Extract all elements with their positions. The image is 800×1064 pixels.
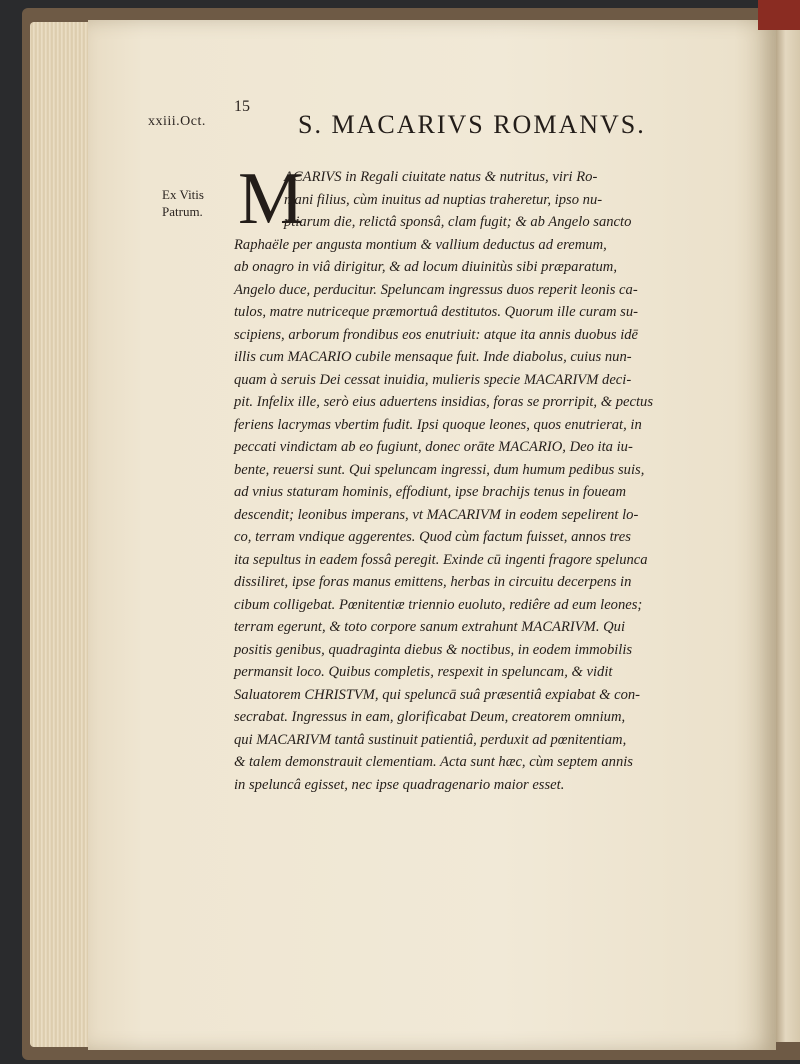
text-line: ab onagro in viâ dirigitur, & ad locum diuinitùs sibi præparatum, [234, 259, 617, 275]
text-line: qui MACARIVM tantâ sustinuit patientiâ, perduxit ad pœnitentiam, [234, 731, 627, 748]
text-line: secrabat. Ingressus in eam, glorificabat Deum, creatorem omnium, [234, 709, 626, 725]
text-line: positis genibus, quadraginta diebus & noctibus, in eodem immobilis [234, 641, 633, 658]
text-line: terram egerunt, & toto corpore sanum extrahunt MACARIVM. Qui [234, 619, 626, 635]
ribbon-marker [758, 0, 800, 30]
text-line: ptiarum die, relictâ sponsâ, clam fugit; & ab Angelo sancto [284, 214, 632, 230]
page-title: S. MACARIVS ROMANVS. [298, 110, 646, 139]
text-line: dissiliret, ipse foras manus emittens, herbas in circuitu decerpens in [234, 574, 632, 590]
body-text [234, 166, 734, 796]
text-line: co, terram vndique aggerentes. Quod cùm factum fuisset, annos tres [234, 529, 631, 545]
page-number: 15 [234, 98, 250, 115]
text-line: ad vnius staturam hominis, effodiunt, ipse brachijs tenus in foueam [234, 484, 626, 500]
text-line: quam à seruis Dei cessat inuidia, mulieris specie MACARIVM deci- [234, 371, 632, 388]
text-line: permansit loco. Quibus completis, respexit in speluncam, & vidit [234, 664, 613, 680]
text-line: & talem demonstrauit clementiam. Acta sunt hæc, cùm septem annis [234, 754, 633, 770]
text-line: mani filius, cùm inuitus ad nuptias traheretur, ipso nu- [284, 191, 603, 208]
text-line: Angelo duce, perducitur. Speluncam ingressus duos reperit leonis ca- [234, 281, 638, 298]
text-line: illis cum MACARIO cubile mensaque fuit. Inde diabolus, cuius nun- [234, 349, 632, 365]
source-note: Ex Vitis Patrum. [162, 187, 204, 219]
text-line: peccati vindictam ab eo fugiunt, donec orāte MACARIO, Deo ita iu- [234, 439, 633, 455]
text-line: cibum colligebat. Pœnitentiæ triennio euoluto, rediêre ad eum leones; [234, 596, 643, 613]
text-line: feriens lacrymas vbertim fudit. Ipsi quoque leones, quos enutrierat, in [234, 416, 642, 433]
drop-cap: M [238, 158, 304, 240]
margin-date: xxiii.Oct. [148, 114, 206, 129]
text-line: Saluatorem CHRISTVM, qui speluncā suâ præsentiâ expiabat & con- [234, 686, 641, 703]
facing-page-edge [776, 22, 800, 1042]
text-line: ACARIVS in Regali ciuitate natus & nutritus, viri Ro- [284, 169, 598, 185]
text-line: tulos, matre nutriceque præmortuâ destitutos. Quorum ille curam su- [234, 304, 639, 320]
text-line: scipiens, arborum frondibus eos enutriuit: atque ita annis duobus idē [234, 326, 639, 343]
text-line: pit. Infelix ille, serò eius aduertens insidias, foras se prorripit, & pectus [234, 394, 654, 410]
text-line: descendit; leonibus imperans, vt MACARIVM in eodem sepelirent lo- [234, 506, 639, 523]
text-line: bente, reuersi sunt. Qui speluncam ingressi, dum humum pedibus suis, [234, 461, 645, 478]
text-line: in speluncâ egisset, nec ipse quadragenario maior esset. [234, 776, 565, 793]
text-line: Raphaële per angusta montium & vallium deductus ad eremum, [234, 236, 607, 253]
text-line: ita sepultus in eadem fossâ peregit. Exinde cū ingenti fragore spelunca [234, 551, 648, 568]
